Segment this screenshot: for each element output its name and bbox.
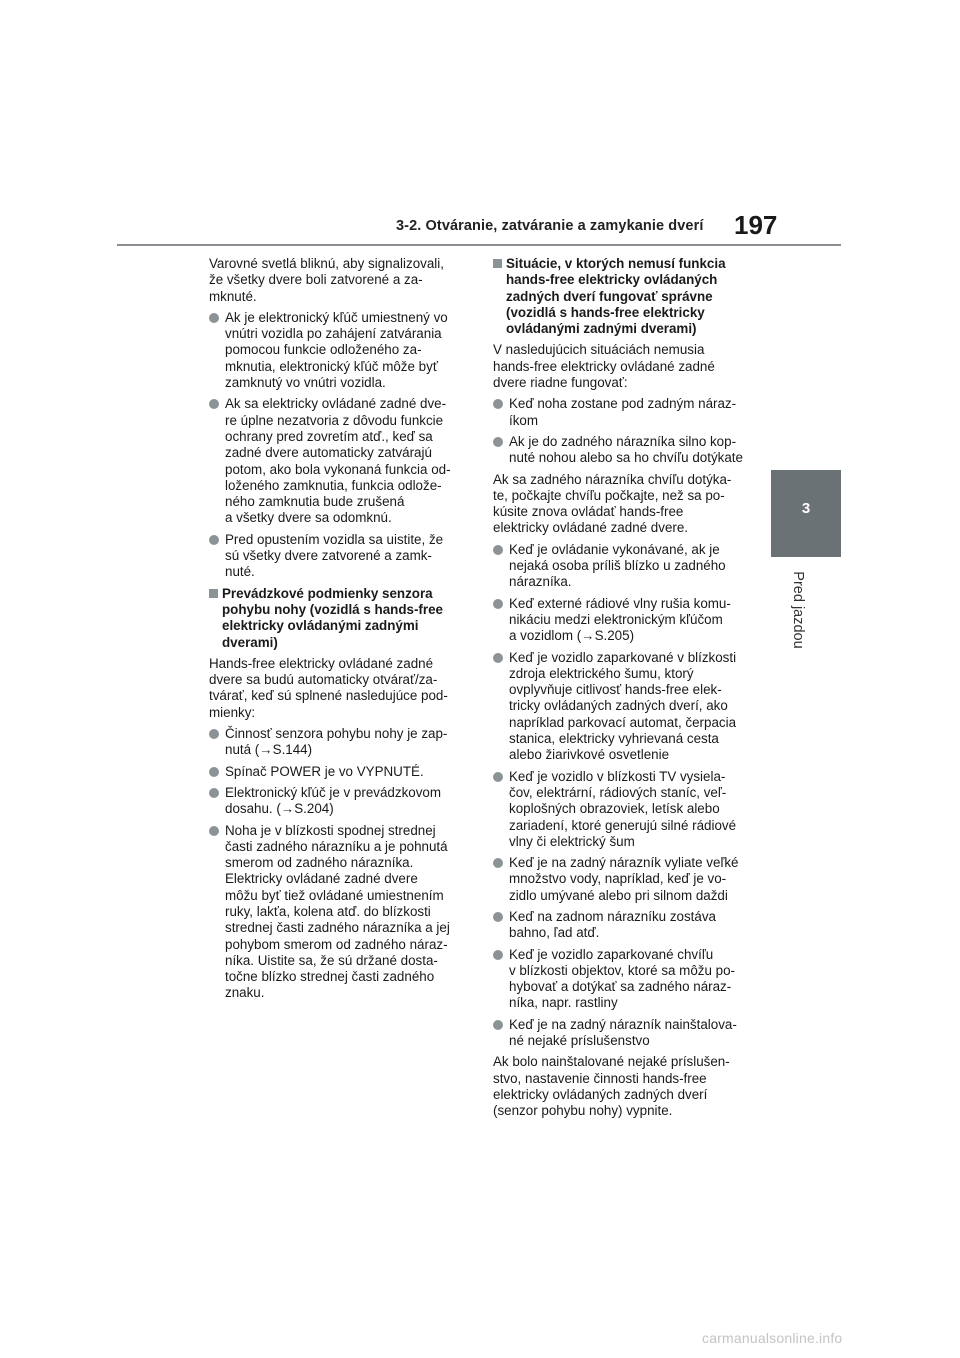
- bullet-item: Ak je elektronický kľúč umiestnený vo vnútri vozidla po zahájení zatvárania pomocou funkcie odloženého za- mknutia, elektronický kľúč môže byť zamknutý vo vnútri vozidla.: [209, 310, 464, 391]
- bullet-item: Keď je vozidlo v blízkosti TV vysiela- čov, elektrární, rádiových staníc, veľ- koplošných obrazoviek, letísk alebo zariadení, ktoré generujú silné rádiové vlny či elektrický šum: [493, 769, 748, 850]
- bullet-item: Keď je ovládanie vykonávané, ak je nejaká osoba príliš blízko u zadného nárazníka.: [493, 542, 748, 591]
- bullet-item: Elektronický kľúč je v prevádzkovom dosahu. (→S.204): [209, 785, 464, 818]
- section-heading: Situácie, v ktorých nemusí funkcia hands-free elektricky ovládaných zadných dverí fungovať správne (vozidlá s hands-free elektricky ovládanými zadnými dverami): [493, 256, 748, 337]
- chapter-label: Pred jazdou: [790, 571, 806, 649]
- left-column: [209, 256, 464, 1007]
- chapter-tab: [771, 470, 841, 557]
- bullet-item: Pred opustením vozidla sa uistite, že sú všetky dvere zatvorené a zamk- nuté.: [209, 532, 464, 581]
- paragraph: Ak bolo nainštalované nejaké príslušen- stvo, nastavenie činnosti hands-free elektricky ovládaných zadných dverí (senzor pohybu nohy) vypnite.: [493, 1054, 730, 1119]
- bullet-item: Ak je do zadného nárazníka silno kop- nuté nohou alebo sa ho chvíľu dotýkate: [493, 434, 748, 467]
- bullet-item: Keď je vozidlo zaparkované v blízkosti zdroja elektrického šumu, ktorý ovplyvňuje citlivosť hands-free elek- tricky ovládaných zadných dverí, ako napríklad parkovací automat, čerpacia stanica, elektricky vyhrievaná cesta alebo žiarivkové osvetlenie: [493, 650, 748, 764]
- paragraph: V nasledujúcich situáciách nemusia hands-free elektricky ovládané zadné dvere riadne fungovať:: [493, 342, 715, 391]
- bullet-item: Keď externé rádiové vlny rušia komu- nikáciu medzi elektronickým kľúčom a vozidlom (→S.205): [493, 596, 748, 645]
- section-heading: Prevádzkové podmienky senzora pohybu nohy (vozidlá s hands-free elektricky ovládanými zadnými dverami): [209, 586, 464, 651]
- bullet-item: Keď je na zadný nárazník vyliate veľké množstvo vody, napríklad, keď je vo- zidlo umývané alebo pri silnom daždi: [493, 855, 748, 904]
- section-title: 3-2. Otváranie, zatváranie a zamykanie dverí: [396, 218, 704, 234]
- paragraph: Varovné svetlá bliknú, aby signalizovali, že všetky dvere boli zatvorené a za- mknuté.: [209, 256, 444, 304]
- bullet-item: Keď na zadnom nárazníku zostáva bahno, ľad atď.: [493, 909, 748, 942]
- bullet-item: Keď noha zostane pod zadným náraz- íkom: [493, 396, 748, 429]
- bullet-item: Činnosť senzora pohybu nohy je zap- nutá (→S.144): [209, 726, 464, 759]
- chapter-number: 3: [801, 500, 811, 517]
- paragraph: Ak sa zadného nárazníka chvíľu dotýka- te, počkajte chvíľu počkajte, než sa po- kúsite znova ovládať hands-free elektricky ovládané zadné dvere.: [493, 471, 732, 536]
- bullet-item: Keď je na zadný nárazník nainštalova- né nejaké príslušenstvo: [493, 1017, 748, 1050]
- page-number: 197: [734, 210, 778, 240]
- header-divider: [117, 244, 841, 246]
- paragraph: Hands-free elektricky ovládané zadné dvere sa budú automaticky otvárať/za- tvárať, keď sú splnené nasledujúce pod- mienky:: [209, 655, 448, 720]
- footer-watermark: carmanualsonline.info: [702, 1330, 843, 1346]
- bullet-item: Keď je vozidlo zaparkované chvíľu v blízkosti objektov, ktoré sa môžu po- hybovať a dotýkať sa zadného náraz- níka, napr. rastliny: [493, 947, 748, 1012]
- bullet-item: Ak sa elektricky ovládané zadné dve- re úplne nezatvoria z dôvodu funkcie ochrany pred zovretím atď., keď sa zadné dvere automaticky zatvárajú potom, ako bola vykonaná funkcia od- loženého zamknutia, funkcia odlože- ného zamknutia bude zrušená a všetky dvere sa odomknú.: [209, 396, 464, 526]
- bullet-item: Spínač POWER je vo VYPNUTÉ.: [209, 764, 464, 780]
- bullet-item: Noha je v blízkosti spodnej strednej časti zadného nárazníku a je pohnutá smerom od zadného nárazníka. Elektricky ovládané zadné dvere môžu byť tiež ovládané umiestnením ruky, lakťa, kolena atď. do blízkosti strednej časti zadného nárazníka a jej pohybom smerom od zadného náraz- níka. Uistite sa, že sú držané dosta- točne blízko strednej časti zadného znaku.: [209, 823, 464, 1002]
- right-column: [493, 256, 748, 1125]
